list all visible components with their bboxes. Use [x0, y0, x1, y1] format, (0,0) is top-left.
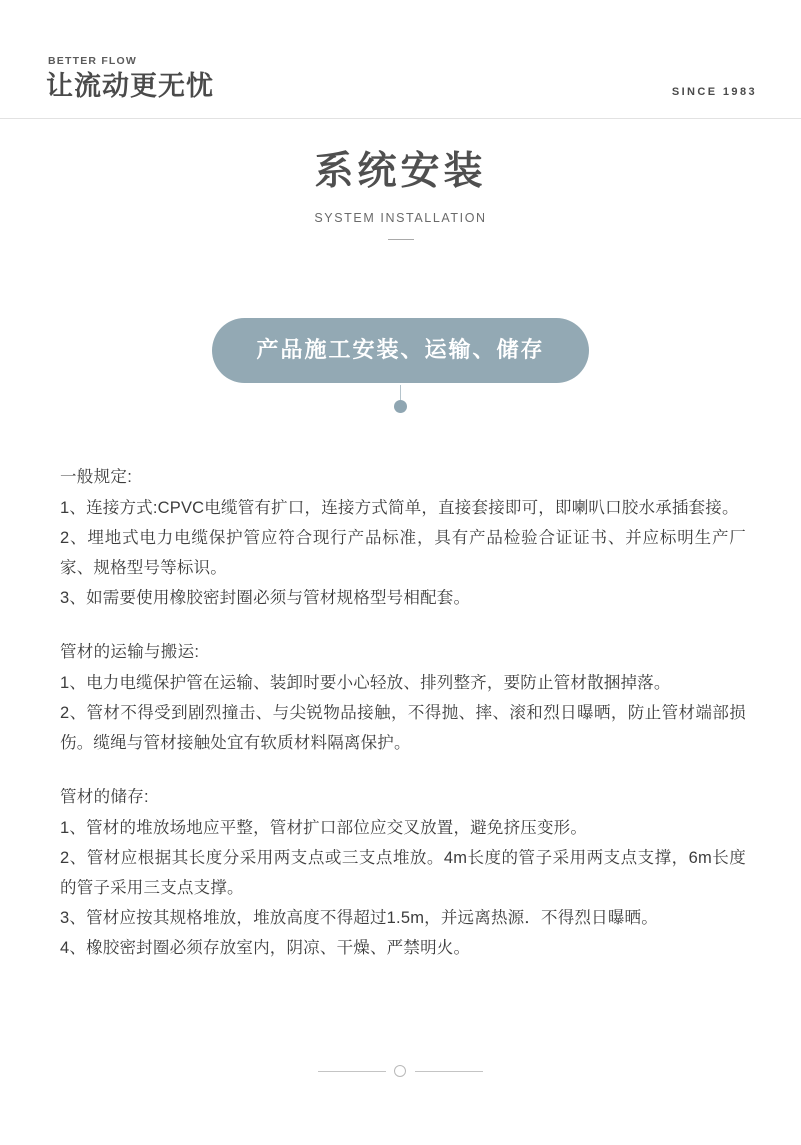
brand-name-cn — [46, 70, 214, 102]
section-paragraph: 3、如需要使用橡胶密封圈必须与管材规格型号相配套。 — [60, 589, 471, 607]
section-banner — [0, 318, 801, 383]
content-section — [60, 637, 746, 758]
section-paragraph: 2、管材不得受到剧烈撞击、与尖锐物品接触，不得抛、摔、滚和烈日曝晒，防止管材端部损伤。缆绳与管材接触处宜有软质材料隔离保护。 — [60, 704, 746, 752]
page-title: 系统安装 — [314, 150, 487, 193]
since-label: SINCE 1983 — [671, 86, 757, 98]
page-title-block — [0, 148, 801, 240]
section-banner-label: 产品施工安装、运输、储存 — [212, 318, 588, 383]
page-header — [0, 0, 801, 118]
footer-circle-icon — [394, 1065, 406, 1077]
section-heading: 管材的储存: — [60, 788, 149, 806]
section-paragraph: 1、电力电缆保护管在运输、装卸时要小心轻放、排列整齐，要防止管材散捆掉落。 — [60, 674, 671, 692]
content-body — [60, 462, 746, 963]
section-paragraph: 2、管材应根据其长度分采用两支点或三支点堆放。4m长度的管子采用两支点支撑，6m长度的管子采用三支点支撑。 — [60, 849, 746, 897]
section-paragraph: 4、橡胶密封圈必须存放室内，阴凉、干燥、严禁明火。 — [60, 939, 471, 957]
brand-name-cn-text: 让流动更无忧 — [46, 71, 214, 101]
footer-line-left — [318, 1071, 386, 1072]
content-section — [60, 462, 746, 613]
header-divider — [0, 118, 801, 119]
section-paragraph: 2、埋地式电力电缆保护管应符合现行产品标准，具有产品检验合证证书、并应标明生产厂家、规格型号等标识。 — [60, 529, 746, 577]
content-section — [60, 782, 746, 963]
section-heading: 一般规定: — [60, 468, 133, 486]
brand-logo — [46, 55, 346, 102]
section-heading: 管材的运输与搬运: — [60, 643, 200, 661]
brand-tagline-en: BETTER FLOW — [48, 55, 138, 67]
section-paragraph: 1、连接方式:CPVC电缆管有扩口，连接方式简单，直接套接即可，即喇叭口胶水承插套接。 — [60, 499, 739, 517]
section-paragraph: 3、管材应按其规格堆放，堆放高度不得超过1.5m，并远离热源．不得烈日曝晒。 — [60, 909, 658, 927]
footer-ornament — [0, 1063, 801, 1079]
page-subtitle: SYSTEM INSTALLATION — [314, 211, 487, 225]
section-paragraph: 1、管材的堆放场地应平整，管材扩口部位应交叉放置，避免挤压变形。 — [60, 819, 588, 837]
title-dash-ornament — [388, 239, 414, 240]
footer-line-right — [415, 1071, 483, 1072]
connector-dot — [394, 400, 407, 413]
